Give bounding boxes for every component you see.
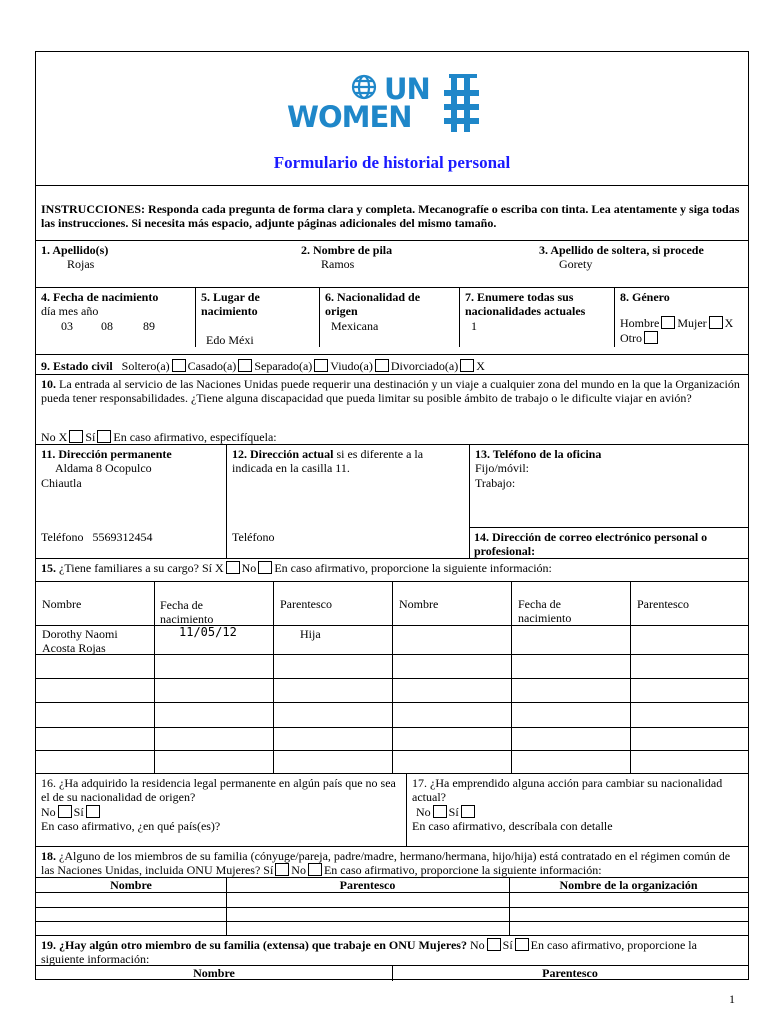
q15-mark: X <box>214 561 224 575</box>
dependant-1-rel[interactable]: Hija <box>300 627 321 641</box>
q5-cell <box>195 288 319 347</box>
q8-female-label: Mujer <box>677 316 707 331</box>
q15-yes-checkbox[interactable] <box>226 561 240 574</box>
personal-history-form <box>35 51 749 980</box>
q17-describe: En caso afirmativo, descríbala con detalle <box>412 819 613 834</box>
q8-other-checkbox[interactable] <box>644 331 658 344</box>
q4-day[interactable]: 03 <box>61 318 73 333</box>
q2-label: 2. Nombre de pila <box>301 243 393 257</box>
q9-label: 9. Estado civil <box>41 359 113 373</box>
address-row <box>36 444 748 558</box>
q19-rest: En caso afirmativo, proporcione la siguiente información: <box>41 938 697 966</box>
q17-yes-checkbox[interactable] <box>461 805 475 818</box>
q4-sub: día mes año <box>41 304 99 319</box>
q10-number: 10. <box>41 377 56 391</box>
q9-single-label: Soltero(a) <box>121 359 170 373</box>
q7-cell <box>459 288 614 347</box>
dependants-col-name: Nombre <box>42 597 82 611</box>
q18-text: ¿Alguno de los miembros de su familia (cónyuge/pareja, padre/madre, hermano/hermana, hijo/hija) está contratado en el régimen común de las Naciones Unidas, incluida ONU Mujeres? Sí <box>41 849 731 878</box>
q11-phone-label: Teléfono <box>41 530 84 544</box>
q1-value[interactable]: Rojas <box>67 257 95 272</box>
q15-text: ¿Tiene familiares a su cargo? Sí <box>56 561 212 575</box>
q15-no-label: No <box>241 561 257 575</box>
q16-yes-checkbox[interactable] <box>86 805 100 818</box>
q4-month[interactable]: 08 <box>101 318 113 333</box>
q16-text: 16. ¿Ha adquirido la residencia legal permanente en algún país que no sea el de su nacionalidad de origen? <box>41 776 396 805</box>
q19-text: 19. ¿Hay algún otro miembro de su familia (extensa) que trabaje en ONU Mujeres? <box>41 938 467 952</box>
q19-no-label: No <box>469 938 485 952</box>
relatives-un-col-org: Nombre de la organización <box>559 878 698 892</box>
q11-label: 11. Dirección permanente <box>41 447 172 461</box>
q9-separated-checkbox[interactable] <box>314 359 328 372</box>
dependants-col-dob: Fecha de nacimiento <box>160 598 214 627</box>
instructions-row <box>36 185 748 240</box>
q4-year[interactable]: 89 <box>143 318 155 333</box>
q19-cell <box>36 936 748 966</box>
q10-text: La entrada al servicio de las Naciones Unidas puede requerir una destinación y un viaje a cualquier zona del mundo en la que la Organización pueda tener responsabilidades. ¿Tiene alguna discapacidad que pueda limitar su posible ámbito de trabajo o le dificulte viajar en avión? <box>41 377 740 406</box>
q2-cell <box>296 241 536 287</box>
q9-married-label: Casado(a) <box>187 359 237 373</box>
q18-row <box>36 846 748 879</box>
q17-yes-label: Sí <box>448 804 459 819</box>
dependants-col-name-2: Nombre <box>399 597 439 611</box>
q10-row <box>36 374 748 446</box>
q19-row <box>36 935 748 966</box>
q18-no-label: No <box>291 863 306 878</box>
q10-no-label: No <box>41 430 56 444</box>
page-title: Formulario de historial personal <box>273 153 511 172</box>
dependants-col-dob-2: Fecha de nacimiento <box>518 597 572 626</box>
q8-other-label: Otro <box>620 330 642 345</box>
q17-cell <box>406 774 748 846</box>
q3-cell <box>534 241 748 287</box>
q8-male-checkbox[interactable] <box>661 316 675 329</box>
dependants-col-rel: Parentesco <box>280 597 332 611</box>
q7-value[interactable]: 1 <box>471 318 477 333</box>
q10-specify: En caso afirmativo, especifíquela: <box>113 430 277 444</box>
q11-line2[interactable]: Chiautla <box>41 475 82 490</box>
q10-no-checkbox[interactable] <box>69 430 83 443</box>
q9-divorced-label: Divorciado(a) <box>390 359 459 373</box>
q7-label: 7. Enumere todas sus nacionalidades actuales <box>465 290 586 319</box>
q16-q17-row <box>36 773 748 846</box>
relatives-unwomen-col-name: Nombre <box>193 966 235 980</box>
q6-cell <box>319 288 459 347</box>
q5-label: 5. Lugar de nacimiento <box>201 290 260 319</box>
q6-value[interactable]: Mexicana <box>331 318 379 333</box>
q18-no-checkbox[interactable] <box>308 863 322 876</box>
q16-yes-label: Sí <box>73 804 84 819</box>
q9-widowed-label: Viudo(a) <box>330 359 373 373</box>
instructions-text: : Responda cada pregunta de forma clara y completa. Mecanografíe o escriba con tinta. Lea atentamente y siga todas las instrucciones. Si necesita más espacio, adjunte páginas adicionales del mismo tamaño. <box>41 202 740 231</box>
q18-number: 18. <box>41 849 56 863</box>
names-row <box>36 240 748 287</box>
q9-cell <box>36 355 748 374</box>
relatives-un-table <box>36 877 748 935</box>
q9-separated-label: Separado(a) <box>254 359 313 373</box>
q15-rest: En caso afirmativo, proporcione la siguiente información: <box>274 561 552 575</box>
q13-mobile: Fijo/móvil: <box>475 461 530 476</box>
q12-rest: si es diferente a la indicada en la casilla 11. <box>232 447 424 476</box>
dependant-1-dob[interactable]: 11/05/12 <box>179 625 237 639</box>
q18-rest: En caso afirmativo, proporcione la siguiente información: <box>323 863 602 878</box>
q3-label: 3. Apellido de soltera, si procede <box>539 243 704 257</box>
q8-female-checkbox[interactable] <box>709 316 723 329</box>
q11-phone[interactable]: 5569312454 <box>92 530 153 544</box>
q8-cell <box>614 288 748 347</box>
q19-no-checkbox[interactable] <box>487 938 501 951</box>
q9-mark: X <box>476 359 485 373</box>
q17-text: 17. ¿Ha emprendido alguna acción para cambiar su nacionalidad actual? <box>412 776 723 805</box>
birth-row <box>36 287 748 347</box>
q12-phone-label: Teléfono <box>232 530 275 544</box>
q18-cell <box>36 847 748 879</box>
q5-value[interactable]: Edo Méxi <box>206 333 254 347</box>
instructions <box>36 186 748 240</box>
q16-cell <box>36 774 406 846</box>
q16-no-checkbox[interactable] <box>58 805 72 818</box>
q9-single-checkbox[interactable] <box>172 359 186 372</box>
q1-label: 1. Apellido(s) <box>41 243 109 257</box>
q8-male-label: Hombre <box>620 316 660 331</box>
q3-value[interactable]: Gorety <box>559 257 593 272</box>
q13-work: Trabajo: <box>475 475 516 490</box>
instructions-label: INSTRUCCIONES <box>41 202 142 216</box>
dependant-1-name[interactable]: Dorothy Naomi Acosta Rojas <box>42 627 118 656</box>
logo-text-women: WOMEN <box>287 100 412 134</box>
q18-yes-checkbox[interactable] <box>275 863 289 876</box>
relatives-unwomen-table <box>36 965 748 980</box>
q9-widowed-checkbox[interactable] <box>375 359 389 372</box>
q15-no-checkbox[interactable] <box>258 561 272 574</box>
q2-value[interactable]: Ramos <box>321 257 355 272</box>
q8-label: 8. Género <box>620 290 670 304</box>
q10-mark: X <box>58 430 68 444</box>
q4-label: 4. Fecha de nacimiento <box>41 290 159 304</box>
q14-cell <box>469 527 748 561</box>
civil-row <box>36 354 748 374</box>
un-women-logo <box>286 70 486 136</box>
relatives-unwomen-col-rel: Parentesco <box>542 966 598 980</box>
q10-cell <box>36 375 748 446</box>
q19-yes-checkbox[interactable] <box>515 938 529 951</box>
q8-mark: X <box>724 316 734 331</box>
q9-married-checkbox[interactable] <box>238 359 252 372</box>
q1-cell <box>36 241 296 287</box>
q15-row <box>36 558 748 581</box>
q16-no-label: No <box>41 804 56 819</box>
q9-divorced-checkbox[interactable] <box>460 359 474 372</box>
q16-which: En caso afirmativo, ¿en qué país(es)? <box>41 819 221 834</box>
dependants-table <box>36 581 748 773</box>
q10-yes-label: Sí <box>85 430 96 444</box>
q17-no-label: No <box>416 804 431 819</box>
q4-cell <box>36 288 195 347</box>
q13-label: 13. Teléfono de la oficina <box>475 447 602 461</box>
relatives-un-col-name: Nombre <box>110 878 152 892</box>
q19-yes-label: Sí <box>502 938 513 952</box>
q6-label: 6. Nacionalidad de origen <box>325 290 421 319</box>
q15-cell <box>36 559 748 581</box>
logo-text-un: UN <box>384 72 430 106</box>
q11-line1[interactable]: Aldama 8 Ocopulco <box>55 461 152 476</box>
q14-label: 14. Dirección de correo electrónico personal o profesional: <box>474 530 708 559</box>
q17-no-checkbox[interactable] <box>433 805 447 818</box>
q12-label: 12. Dirección actual <box>232 447 334 461</box>
q12-cell <box>226 445 469 558</box>
q15-number: 15. <box>41 561 56 575</box>
q11-cell <box>36 445 226 558</box>
q10-yes-checkbox[interactable] <box>97 430 111 443</box>
relatives-un-col-rel: Parentesco <box>339 878 396 892</box>
dependants-col-rel-2: Parentesco <box>637 597 689 611</box>
page-number: 1 <box>729 992 735 1006</box>
